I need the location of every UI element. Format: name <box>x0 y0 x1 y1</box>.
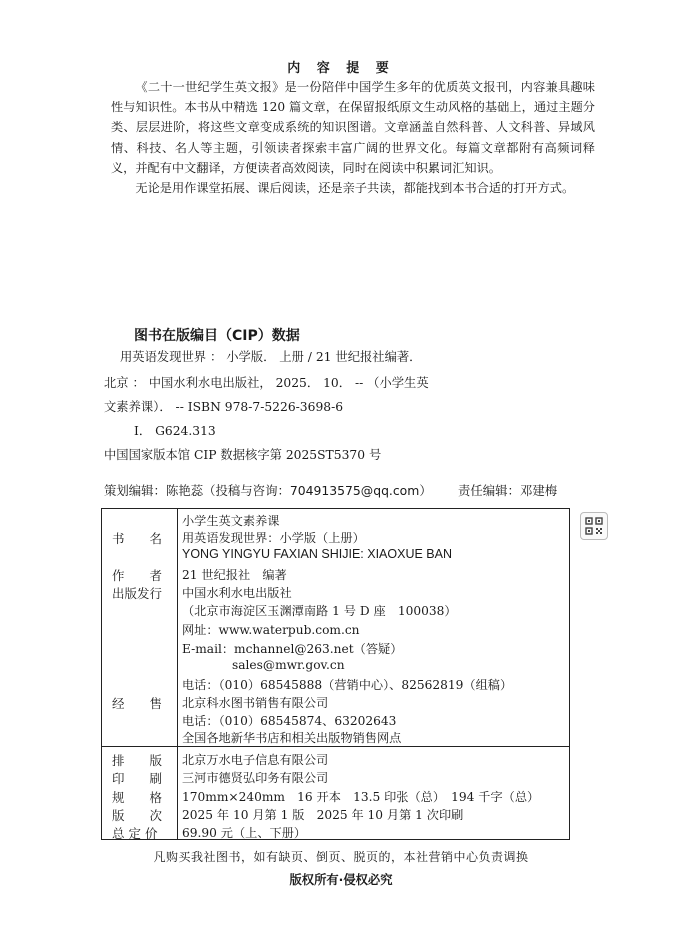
price: 69.90 元（上、下册） <box>182 826 307 840</box>
author: 21 世纪报社 编著 <box>182 568 287 582</box>
copyright-notice: 版权所有·侵权必究 <box>289 873 393 887</box>
publisher-email-sales: sales@mwr.gov.cn <box>232 658 345 672</box>
distributor: 北京科水图书销售有限公司 <box>182 696 329 710</box>
distributor-outlets: 全国各地新华书店和相关出版物销售网点 <box>182 731 402 745</box>
book-title-cn: 用英语发现世界：小学版（上册） <box>182 531 365 545</box>
responsible-editor: 责任编辑：邓建梅 <box>458 483 558 498</box>
typesetting-label: 排 版 <box>112 753 163 768</box>
book-title-pinyin: YONG YINGYU FAXIAN SHIJIE: XIAOXUE BAN <box>182 547 452 561</box>
cip-title: 图书在版编目（CIP）数据 <box>134 328 300 344</box>
publisher-website: 网址：www.waterpub.com.cn <box>182 623 360 637</box>
editors-line <box>104 481 574 499</box>
price-label: 总 定 价 <box>112 826 158 841</box>
book-label: 书 名 <box>112 531 163 546</box>
planning-editor: 策划编辑：陈艳蕊（投稿与咨询：704913575@qq.com） <box>104 483 432 498</box>
publisher-phone: 电话：（010）68545888（营销中心）、82562819（组稿） <box>182 678 513 692</box>
summary-paragraph: 《二十一世纪学生英文报》是一份陪伴中国学生多年的优质英文报刊，内容兼具趣味性与知识性。本书从中精选 120 篇文章，在保留报纸原文生动风格的基础上，通过主题分类、层层进阶，将这些文章变成系统的知识图谱。文章涵盖自然科普、人文科普、异域风情、科技、名人等主题，引领读者探索丰富广阔的世界文化。每篇文章都附有高频词释义，并配有中文翻译，方便读者高效阅读，同时在阅读中积累词汇知识。 <box>111 80 595 175</box>
copyright-table <box>101 508 570 840</box>
edition-label: 版 次 <box>112 808 163 823</box>
qr-code-icon-glyph <box>585 517 603 535</box>
publisher: 中国水利水电出版社 <box>182 586 292 600</box>
summary-paragraph: 无论是用作课堂拓展、课后阅读，还是亲子共读，都能找到本书合适的打开方式。 <box>135 181 575 196</box>
distributor-phone: 电话：（010）68545874、63202643 <box>182 714 397 728</box>
cip-line: 用英语发现世界 ： 小学版． 上册 / 21 世纪报社编著． <box>120 350 422 364</box>
distributor-label: 经 售 <box>112 696 163 711</box>
spec: 170mm×240mm 16 开本 13.5 印张（总） 194 千字（总） <box>182 790 540 804</box>
printing-label: 印 刷 <box>112 771 163 786</box>
summary-title: 内 容 提 要 <box>287 61 395 76</box>
table-divider-horizontal <box>102 746 569 747</box>
series-name: 小学生英文素养课 <box>182 514 280 528</box>
table-divider-vertical <box>177 509 178 839</box>
return-notice: 凡购买我社图书，如有缺页、倒页、脱页的，本社营销中心负责调换 <box>153 850 529 864</box>
summary-body <box>111 77 595 198</box>
typesetting: 北京万水电子信息有限公司 <box>182 753 329 767</box>
edition: 2025 年 10 月第 1 版 2025 年 10 月第 1 次印刷 <box>182 808 464 822</box>
cip-line: Ⅰ． G624.313 <box>134 424 216 438</box>
publisher-address: （北京市海淀区玉渊潭南路 1 号 D 座 100038） <box>182 604 457 618</box>
author-label: 作 者 <box>112 568 163 583</box>
cip-line: 北京 ： 中国水利水电出版社， 2025． 10． -- （小学生英 <box>104 376 429 390</box>
qr-code-icon[interactable] <box>580 512 608 540</box>
publisher-label: 出版发行 <box>112 586 163 601</box>
cip-line: 文素养课）． -- ISBN 978-7-5226-3698-6 <box>104 400 344 414</box>
printing: 三河市德贤弘印务有限公司 <box>182 771 329 785</box>
cip-line: 中国国家版本馆 CIP 数据核字第 2025ST5370 号 <box>104 448 382 462</box>
spec-label: 规 格 <box>112 790 163 805</box>
publisher-email: E-mail：mchannel@263.net（答疑） <box>182 642 403 656</box>
